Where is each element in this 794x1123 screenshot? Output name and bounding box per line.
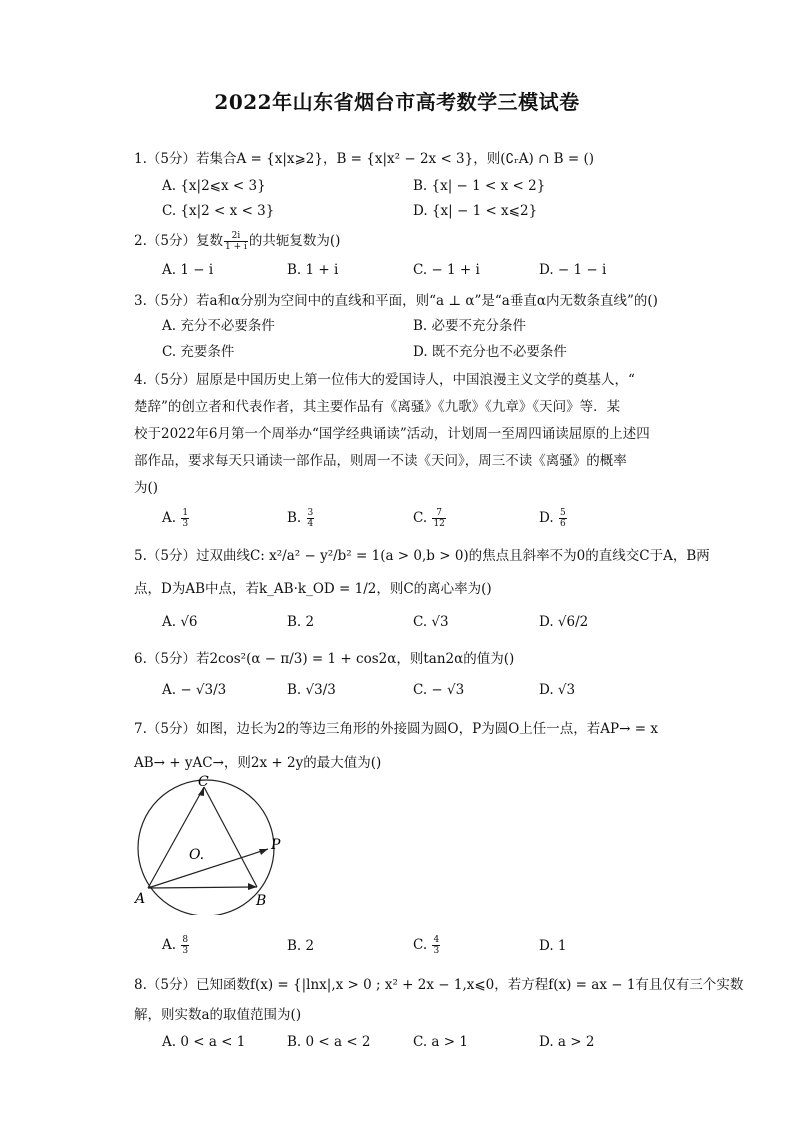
q4-a-den: 3 xyxy=(182,519,189,529)
q8-option-c: C. a > 1 xyxy=(413,1034,468,1050)
q7-a-den: 3 xyxy=(182,946,189,956)
question-1-stem: 1.（5分）若集合A = {x|x⩾2}，B = {x|x² − 2x < 3}，则(∁ᵣA) ∩ B = () xyxy=(134,151,595,167)
question-4-line-3: 校于2022年6月第一个周举办“国学经典诵读”活动，计划周一至周四诵读屈原的上述四 xyxy=(134,426,650,442)
question-8-line-1: 8.（5分）已知函数f(x) = {|lnx|,x > 0 ; x² + 2x − 1,x⩽0，若方程f(x) = ax − 1有且仅有三个实数 xyxy=(134,977,744,993)
q6-option-d: D. √3 xyxy=(539,682,576,698)
circle-triangle-figure xyxy=(128,775,298,915)
q7-c-den: 3 xyxy=(433,946,440,956)
question-6 xyxy=(134,646,664,672)
q3-option-a: A. 充分不必要条件 xyxy=(162,318,275,334)
segment-cb xyxy=(204,787,257,887)
label-c: C xyxy=(198,775,209,790)
q5-option-b: B. 2 xyxy=(287,614,315,630)
q4-option-c xyxy=(413,508,447,529)
label-a: A xyxy=(135,891,146,907)
q4-b-num: 3 xyxy=(307,508,314,518)
q2-frac-den: 1 + i xyxy=(224,242,247,252)
q2-suffix: 的共轭复数为() xyxy=(248,233,341,249)
q2-option-c: C. − 1 + i xyxy=(413,262,480,278)
q4-c-num: 7 xyxy=(432,508,445,519)
q4-option-a xyxy=(162,508,190,529)
label-o: O. xyxy=(189,847,205,863)
q1-option-d: D. {x| − 1 < x⩽2} xyxy=(413,203,538,219)
q4-c-den: 12 xyxy=(433,519,445,529)
paper-title: 2022年山东省烟台市高考数学三模试卷 xyxy=(214,90,580,114)
q7-option-d: D. 1 xyxy=(539,938,567,954)
q2-option-b: B. 1 + i xyxy=(287,262,339,278)
q5-option-d: D. √6/2 xyxy=(539,614,589,630)
q7-a-frac xyxy=(181,935,189,956)
segment-ab xyxy=(148,887,257,888)
q4-a-num: 1 xyxy=(182,508,189,518)
q6-option-c: C. − √3 xyxy=(413,682,465,698)
question-2 xyxy=(134,228,664,254)
question-8 xyxy=(134,970,744,1030)
q3-option-b: B. 必要不充分条件 xyxy=(413,318,527,334)
q4-a-label: A. xyxy=(162,510,177,526)
q7-a-label: A. xyxy=(162,937,177,953)
question-5 xyxy=(134,540,710,606)
q3-option-c: C. 充要条件 xyxy=(162,344,235,360)
question-7 xyxy=(134,712,664,780)
question-4-line-5: 为() xyxy=(134,480,159,496)
question-4-line-2: 楚辞”的创立者和代表作者，其主要作品有《离骚》《九歌》《九章》《天问》等．某 xyxy=(134,399,621,415)
q4-b-label: B. xyxy=(287,510,302,526)
question-5-line-1: 5.（5分）过双曲线C: x²/a² − y²/b² = 1(a > 0,b > 0)的焦点且斜率不为0的直线交C于A，B两 xyxy=(134,548,710,564)
q5-option-c: C. √3 xyxy=(413,614,449,630)
q8-option-a: A. 0 < a < 1 xyxy=(162,1034,246,1050)
q7-c-label: C. xyxy=(413,937,428,953)
q4-option-b xyxy=(287,508,315,529)
question-7-line-2: AB→ + yAC→，则2x + 2y的最大值为() xyxy=(134,755,382,771)
question-6-stem: 6.（5分）若2cos²(α − π/3) = 1 + cos2α，则tan2α的值为() xyxy=(134,651,515,667)
question-3 xyxy=(134,288,664,314)
question-4-line-4: 部作品，要求每天只诵读一部作品，则周一不读《天问》，周三不读《离骚》的概率 xyxy=(134,453,627,469)
question-5-line-2: 点，D为AB中点，若k_AB·k_OD = 1/2，则C的离心率为() xyxy=(134,581,492,597)
q7-option-c xyxy=(413,935,441,956)
q2-fraction xyxy=(224,231,248,252)
q4-b-den: 4 xyxy=(307,519,314,529)
q6-option-b: B. √3/3 xyxy=(287,682,336,698)
q4-option-d xyxy=(539,508,568,529)
q5-option-a: A. √6 xyxy=(162,614,198,630)
q4-d-num: 5 xyxy=(559,508,566,518)
q8-option-b: B. 0 < a < 2 xyxy=(287,1034,371,1050)
q3-option-d: D. 既不充分也不必要条件 xyxy=(413,344,567,360)
label-p: P xyxy=(271,837,281,853)
question-2-stem xyxy=(134,228,664,254)
question-7-line-1: 7.（5分）如图，边长为2的等边三角形的外接圆为圆O，P为圆O上任一点，若AP→ = x xyxy=(134,721,658,737)
q2-frac-num: 2i xyxy=(224,231,248,242)
q7-option-b: B. 2 xyxy=(287,938,315,954)
q7-c-num: 4 xyxy=(433,935,440,945)
question-3-stem: 3.（5分）若a和α分别为空间中的直线和平面，则“a ⊥ α”是“a垂直α内无数条直线”的() xyxy=(134,293,658,309)
label-b: B xyxy=(256,893,267,909)
q2-option-d: D. − 1 − i xyxy=(539,262,607,278)
q1-option-b: B. {x| − 1 < x < 2} xyxy=(413,178,546,194)
arrow-ap-head xyxy=(259,849,268,855)
q4-d-label: D. xyxy=(539,510,554,526)
q1-option-a: A. {x|2⩽x < 3} xyxy=(162,178,266,194)
question-4 xyxy=(134,367,664,502)
question-8-line-2: 解，则实数a的取值范围为() xyxy=(134,1007,302,1023)
q4-c-label: C. xyxy=(413,510,428,526)
circumcircle xyxy=(138,780,274,915)
question-1 xyxy=(134,146,664,172)
q4-d-frac xyxy=(559,508,567,529)
q4-c-frac xyxy=(432,508,445,529)
q7-c-frac xyxy=(432,935,440,956)
q7-option-a xyxy=(162,935,190,956)
q4-d-den: 6 xyxy=(559,519,566,529)
q8-option-d: D. a > 2 xyxy=(539,1034,595,1050)
q2-prefix: 2.（5分）复数 xyxy=(134,233,223,249)
q4-b-frac xyxy=(307,508,315,529)
q6-option-a: A. − √3/3 xyxy=(162,682,227,698)
q1-option-c: C. {x|2 < x < 3} xyxy=(162,203,275,219)
q4-a-frac xyxy=(181,508,189,529)
question-4-line-1: 4.（5分）屈原是中国历史上第一位伟大的爱国诗人，中国浪漫主义文学的奠基人，“ xyxy=(134,372,635,388)
q7-a-num: 8 xyxy=(182,935,189,945)
q2-option-a: A. 1 − i xyxy=(162,262,214,278)
